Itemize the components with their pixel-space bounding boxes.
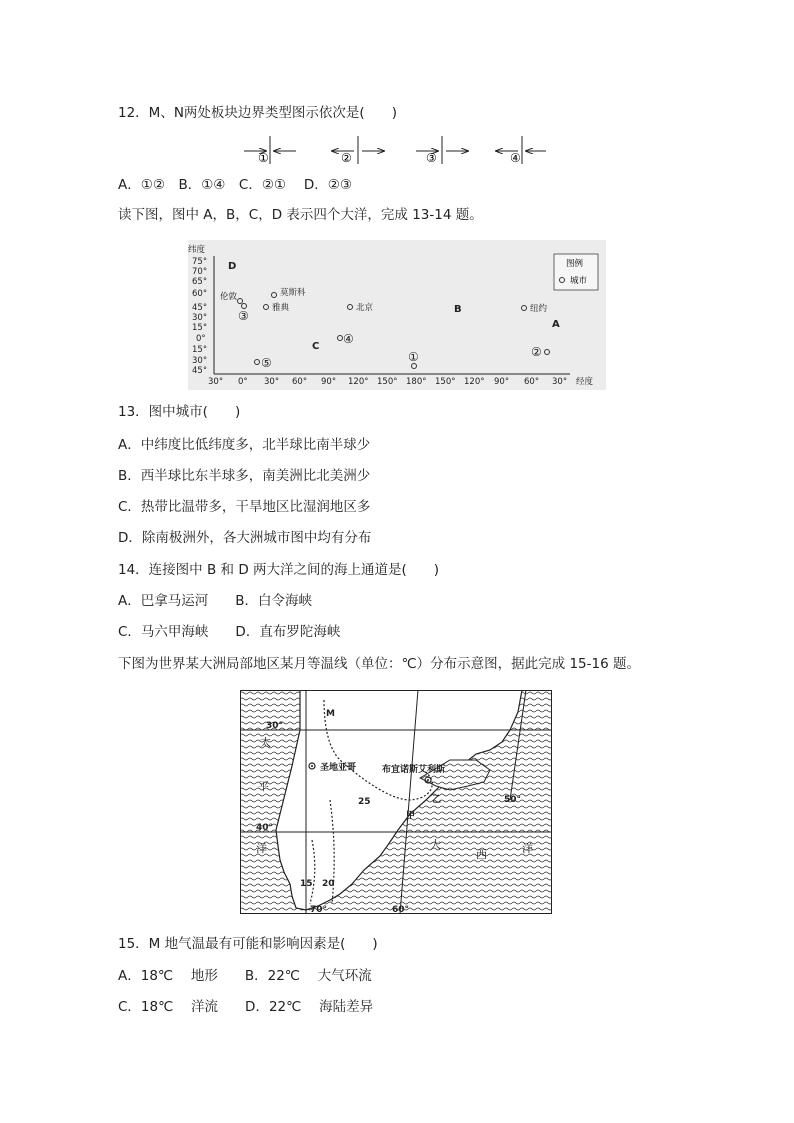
q13-a: A．中纬度比低纬度多，北半球比南半球少 xyxy=(118,437,371,453)
q14-stem: 14．连接图中 B 和 D 两大洋之间的海上通道是( ) xyxy=(118,562,440,578)
ocean-c: C xyxy=(312,341,320,352)
ocean-b: B xyxy=(454,304,462,315)
q15-ab: A．18℃ 地形 B．22℃ 大气环流 xyxy=(118,968,372,984)
svg-text:90°: 90° xyxy=(321,377,337,387)
intro-13-14: 读下图，图中 A，B，C，D 表示四个大洋，完成 13-14 题。 xyxy=(118,207,483,223)
q12-options: A．①② B．①④ C．②① D．②③ xyxy=(118,177,352,193)
svg-text:30°: 30° xyxy=(192,356,208,366)
point-m: M xyxy=(326,709,335,719)
ocean-d: D xyxy=(228,261,237,272)
label-4: ④ xyxy=(510,151,521,165)
q12-diagram xyxy=(240,134,560,168)
point-yi: 乙 xyxy=(432,795,442,805)
svg-text:150°: 150° xyxy=(435,377,456,387)
isotherm-25: 25 xyxy=(358,797,371,807)
svg-text:太: 太 xyxy=(260,736,271,749)
city-newyork: 纽约 xyxy=(530,304,548,314)
svg-text:180°: 180° xyxy=(406,377,427,387)
q12-stem: 12．M、N两处板块边界类型图示依次是( ) xyxy=(118,105,397,121)
svg-text:90°: 90° xyxy=(494,377,510,387)
lon-60: 60° xyxy=(392,905,410,914)
city-moscow: 莫斯科 xyxy=(280,288,306,298)
label-2: ② xyxy=(341,151,352,165)
boundary-4 xyxy=(496,136,546,165)
svg-text:60°: 60° xyxy=(192,289,208,299)
q13-d: D．除南极洲外，各大洲城市图中均有分布 xyxy=(118,530,372,546)
svg-text:洋: 洋 xyxy=(522,842,533,855)
marker-5: ⑤ xyxy=(261,356,272,370)
lat-title: 纬度 xyxy=(188,245,206,255)
svg-text:15°: 15° xyxy=(192,323,208,333)
city-athens: 雅典 xyxy=(272,303,290,313)
svg-text:0°: 0° xyxy=(196,334,206,344)
lon-50: 50° xyxy=(504,795,522,805)
label-1: ① xyxy=(258,151,269,165)
lat-40: 40° xyxy=(256,823,274,833)
svg-text:大: 大 xyxy=(430,838,441,851)
svg-text:150°: 150° xyxy=(377,377,398,387)
q13-stem: 13．图中城市( ) xyxy=(118,404,241,420)
legend-item: 城市 xyxy=(570,276,588,286)
boundary-2 xyxy=(332,136,384,165)
label-3: ③ xyxy=(426,151,437,165)
svg-text:120°: 120° xyxy=(464,377,485,387)
svg-text:0°: 0° xyxy=(238,377,248,387)
boundary-1 xyxy=(244,136,296,165)
svg-text:45°: 45° xyxy=(192,366,208,376)
marker-1: ① xyxy=(408,350,419,364)
point-jia: 甲 xyxy=(406,811,416,821)
lon-title: 经度 xyxy=(576,377,594,387)
q13-c: C．热带比温带多，干旱地区比湿润地区多 xyxy=(118,499,371,515)
isotherm-15: 15 xyxy=(300,879,313,889)
lat-30: 30° xyxy=(266,721,284,731)
svg-text:15°: 15° xyxy=(192,345,208,355)
marker-2: ② xyxy=(531,345,542,359)
legend-title: 图例 xyxy=(566,259,584,269)
isotherm-20: 20 xyxy=(322,879,335,889)
city-santiago: 圣地亚哥 xyxy=(320,763,357,773)
marker-4: ④ xyxy=(343,332,354,346)
q13-b: B．西半球比东半球多，南美洲比北美洲少 xyxy=(118,468,371,484)
boundary-3 xyxy=(416,136,468,165)
city-beijing: 北京 xyxy=(356,303,374,313)
world-cities-map xyxy=(188,240,606,390)
svg-text:30°: 30° xyxy=(208,377,224,387)
svg-text:西: 西 xyxy=(476,848,487,861)
svg-text:65°: 65° xyxy=(192,277,208,287)
svg-text:30°: 30° xyxy=(552,377,568,387)
lon-70: 70° xyxy=(310,905,328,914)
south-america-isotherm-map xyxy=(240,690,552,914)
svg-text:75°: 75° xyxy=(192,257,208,267)
city-london: 伦敦 xyxy=(220,292,238,302)
svg-text:60°: 60° xyxy=(292,377,308,387)
svg-text:平: 平 xyxy=(258,780,269,793)
ocean-a: A xyxy=(552,319,560,330)
q15-stem: 15．M 地气温最有可能和影响因素是( ) xyxy=(118,936,378,952)
q14-ab: A．巴拿马运河 B．白令海峡 xyxy=(118,593,312,609)
marker-3: ③ xyxy=(238,309,249,323)
svg-text:45°: 45° xyxy=(192,303,208,313)
svg-text:120°: 120° xyxy=(348,377,369,387)
svg-text:60°: 60° xyxy=(524,377,540,387)
q14-cd: C．马六甲海峡 D．直布罗陀海峡 xyxy=(118,624,341,640)
intro-15-16: 下图为世界某大洲局部地区某月等温线（单位：℃）分布示意图，据此完成 15-16 题。 xyxy=(118,656,640,672)
q15-cd: C．18℃ 洋流 D．22℃ 海陆差异 xyxy=(118,999,374,1015)
svg-text:30°: 30° xyxy=(264,377,280,387)
svg-text:70°: 70° xyxy=(192,267,208,277)
svg-text:洋: 洋 xyxy=(256,842,267,855)
svg-text:30°: 30° xyxy=(192,313,208,323)
city-buenos-aires: 布宜诺斯艾利斯 xyxy=(382,765,446,775)
